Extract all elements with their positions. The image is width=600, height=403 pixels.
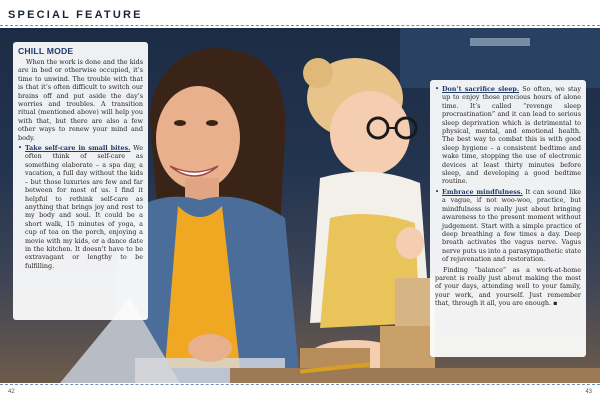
- list-item: [435, 85, 581, 186]
- bullet-text: It can sound like a vague, if not woo-woo, practice, but mindfulness is really just about bringing awareness to the present moment without judgement. Start with a simple practice of deep breathing a few times a day. Deep breath activates the vagus nerve. Vagus nerve puts us into a parasympathetic state of rejuvenation and restoration.: [442, 187, 581, 264]
- bullet-icon: •: [18, 144, 23, 153]
- chill-mode-heading: CHILL MODE: [18, 46, 74, 56]
- chill-mode-closing: Finding “balance” as a work-at-home parent is really just about making the most of your days, attending well to your family, your work, and yourself. Just remember that, through it all, you are enough. ▪: [435, 265, 581, 308]
- footer-divider: [0, 384, 600, 385]
- page-number-left: 42: [8, 389, 15, 395]
- page-number-right: 43: [585, 389, 592, 395]
- bullet-icon: •: [435, 187, 440, 196]
- bullet-title: Take self-care in small bites.: [25, 144, 131, 153]
- page-footer: [0, 383, 600, 403]
- bullet-icon: •: [435, 85, 440, 93]
- header-divider: [0, 25, 600, 26]
- chill-mode-panel-continued: [430, 80, 586, 357]
- bullet-text: So often, we stay up to enjoy those precious hours of alone time. It’s called “revenge sleep procrastination” and it can lead to serious sleep deprivation which is detrimental to physical, mental, and emotional health. The best way to combat this is with good sleep hygiene – a consistent bedtime and wake time, stopping the use of electronic devices at least thirty minutes before sleep, and developing a good bedtime routine.: [442, 85, 581, 186]
- chill-mode-intro: When the work is done and the kids are in bed or otherwise occupied, it’s time to unwind. The trouble with that is that it’s often difficult to switch our brains off and put aside the day’s worries and troubles. A transition ritual (mentioned above) will help you with that, but there are also a few other ways to renew your mind and body.: [18, 58, 143, 142]
- section-title: SPECIAL FEATURE: [8, 9, 143, 21]
- list-item: [18, 144, 143, 270]
- list-item: [435, 188, 581, 264]
- bullet-text: We often think of self-care as something elaborate – a spa day, a vacation, a full day without the kids – but those luxuries are few and far between for most of us. I find it helpful to rethink self-care as anything that brings joy and rest to my body and soul. It could be a short walk, 15 minutes of yoga, a cup of tea on the porch, enjoying a movie with my kids, or a dance date in the kitchen. It doesn’t have to be extravagant or lengthy to be fulfilling.: [25, 144, 143, 270]
- page-header: [0, 0, 600, 28]
- bullet-title: Embrace mindfulness.: [442, 187, 523, 196]
- bullet-title: Don’t sacrifice sleep.: [442, 85, 520, 93]
- chill-mode-panel: [13, 42, 148, 320]
